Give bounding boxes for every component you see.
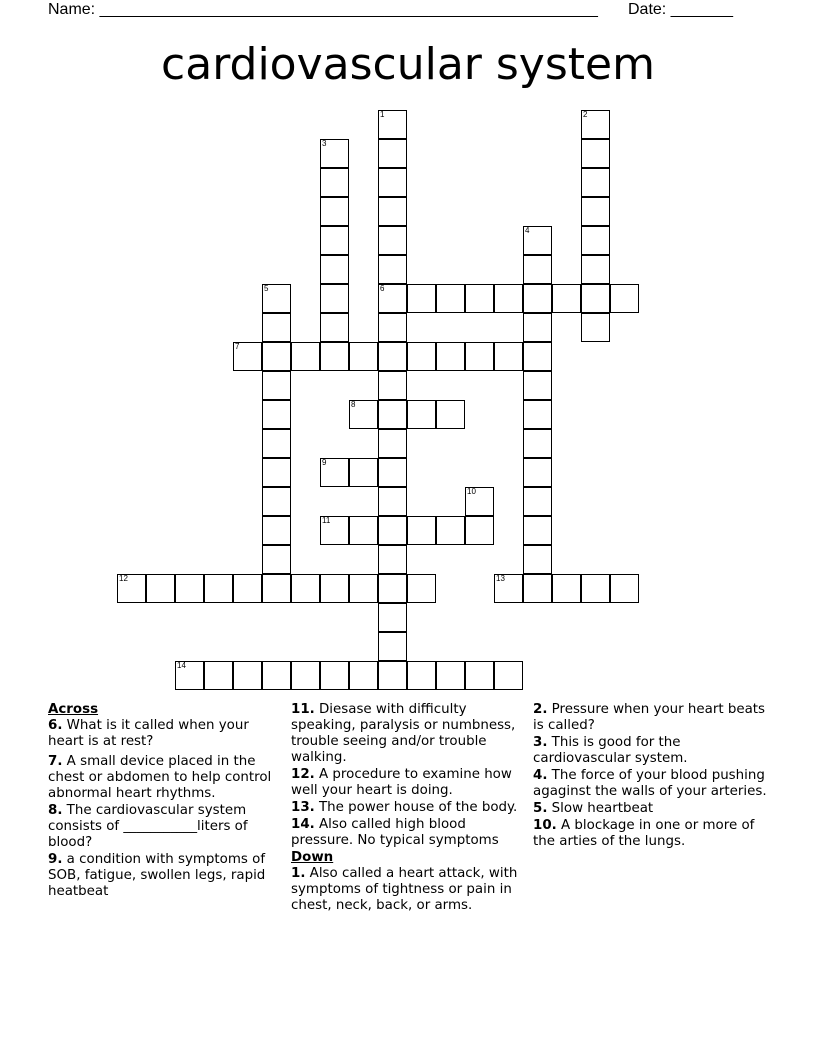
clue-number: 5.	[533, 801, 548, 816]
grid-cell[interactable]	[552, 574, 581, 603]
grid-cell[interactable]	[349, 516, 378, 545]
clue-across-13	[291, 800, 519, 816]
grid-cell[interactable]	[465, 516, 494, 545]
clue-number: 7.	[48, 754, 63, 769]
across-heading: Across	[48, 702, 99, 717]
grid-cell[interactable]	[494, 661, 523, 690]
cell-number: 4	[525, 226, 530, 235]
clue-number: 13.	[291, 800, 315, 815]
grid-cell[interactable]	[378, 371, 407, 400]
grid-cell[interactable]	[436, 284, 465, 313]
clue-text: The power house of the body.	[319, 800, 518, 815]
grid-cell[interactable]	[175, 574, 204, 603]
clue-across-11	[291, 702, 519, 766]
grid-cell[interactable]	[378, 458, 407, 487]
grid-cell[interactable]	[581, 255, 610, 284]
grid-cell[interactable]	[523, 226, 552, 255]
grid-cell[interactable]	[262, 284, 291, 313]
clue-across-12	[291, 767, 519, 799]
grid-cell[interactable]	[523, 313, 552, 342]
clue-text: A blockage in one or more of the arties of the lungs.	[533, 818, 755, 849]
down-heading: Down	[291, 850, 334, 865]
grid-cell[interactable]	[523, 487, 552, 516]
grid-cell[interactable]	[349, 458, 378, 487]
clue-text: Pressure when your heart beats is called?	[533, 702, 766, 733]
grid-cell[interactable]	[523, 284, 552, 313]
clue-number: 14.	[291, 817, 315, 832]
clue-across-6	[48, 718, 276, 750]
clue-down-1	[291, 866, 519, 914]
grid-cell[interactable]	[581, 284, 610, 313]
clue-text: Diesase with difficulty speaking, paralysis or numbness, trouble seeing and/or trouble walking.	[291, 702, 516, 765]
grid-cell[interactable]	[523, 371, 552, 400]
clue-text: What is it called when your heart is at rest?	[48, 718, 249, 749]
grid-cell[interactable]	[378, 661, 407, 690]
grid-cell[interactable]	[581, 574, 610, 603]
grid-cell[interactable]	[320, 168, 349, 197]
clue-text: The force of your blood pushing agaginst the walls of your arteries.	[533, 768, 767, 799]
grid-cell[interactable]	[320, 197, 349, 226]
cell-number: 9	[322, 458, 327, 467]
grid-cell[interactable]	[465, 342, 494, 371]
grid-cell[interactable]	[320, 574, 349, 603]
grid-cell[interactable]	[291, 661, 320, 690]
grid-cell[interactable]	[291, 574, 320, 603]
grid-cell[interactable]	[581, 226, 610, 255]
grid-cell[interactable]	[407, 574, 436, 603]
grid-cell[interactable]	[320, 661, 349, 690]
grid-cell[interactable]	[262, 516, 291, 545]
grid-cell[interactable]	[146, 574, 175, 603]
grid-cell[interactable]	[378, 545, 407, 574]
grid-cell[interactable]	[610, 284, 639, 313]
clues-column-3	[533, 702, 768, 851]
clue-down-10	[533, 818, 768, 850]
grid-cell[interactable]	[523, 545, 552, 574]
clue-number: 6.	[48, 718, 63, 733]
grid-cell[interactable]	[407, 400, 436, 429]
grid-cell[interactable]	[378, 139, 407, 168]
clue-down-3	[533, 735, 768, 767]
clue-across-7	[48, 754, 276, 802]
grid-cell[interactable]	[262, 574, 291, 603]
grid-cell[interactable]	[378, 487, 407, 516]
grid-cell[interactable]	[378, 342, 407, 371]
cell-number: 13	[496, 574, 505, 583]
cell-number: 3	[322, 139, 327, 148]
cell-number: 8	[351, 400, 356, 409]
grid-cell[interactable]	[581, 139, 610, 168]
grid-cell[interactable]	[465, 284, 494, 313]
grid-cell[interactable]	[378, 255, 407, 284]
cell-number: 10	[467, 487, 476, 496]
grid-cell[interactable]	[262, 661, 291, 690]
grid-cell[interactable]	[436, 516, 465, 545]
grid-cell[interactable]	[320, 255, 349, 284]
clue-number: 2.	[533, 702, 548, 717]
grid-cell[interactable]	[523, 255, 552, 284]
grid-cell[interactable]	[610, 574, 639, 603]
cell-number: 5	[264, 284, 269, 293]
clue-down-4	[533, 768, 768, 800]
grid-cell[interactable]	[262, 313, 291, 342]
grid-cell[interactable]	[581, 168, 610, 197]
grid-cell[interactable]	[465, 487, 494, 516]
grid-cell[interactable]	[320, 313, 349, 342]
name-field-label[interactable]: Name: ________________________________________________________	[48, 1, 598, 18]
cell-number: 7	[235, 342, 240, 351]
clue-text: a condition with symptoms of SOB, fatigue, swollen legs, rapid heatbeat	[48, 852, 266, 899]
grid-cell[interactable]	[291, 342, 320, 371]
grid-cell[interactable]	[233, 661, 262, 690]
grid-cell[interactable]	[175, 661, 204, 690]
grid-cell[interactable]	[494, 284, 523, 313]
grid-cell[interactable]	[262, 487, 291, 516]
grid-cell[interactable]	[523, 574, 552, 603]
clue-number: 4.	[533, 768, 548, 783]
cell-number: 6	[380, 284, 385, 293]
grid-cell[interactable]	[262, 545, 291, 574]
grid-cell[interactable]	[581, 110, 610, 139]
cell-number: 11	[322, 516, 331, 525]
grid-cell[interactable]	[523, 342, 552, 371]
clue-number: 9.	[48, 852, 63, 867]
clue-number: 11.	[291, 702, 315, 717]
grid-cell[interactable]	[581, 313, 610, 342]
grid-cell[interactable]	[407, 284, 436, 313]
grid-cell[interactable]	[320, 284, 349, 313]
grid-cell[interactable]	[523, 458, 552, 487]
grid-cell[interactable]	[552, 284, 581, 313]
grid-cell[interactable]	[407, 661, 436, 690]
grid-cell[interactable]	[378, 197, 407, 226]
grid-cell[interactable]	[320, 516, 349, 545]
grid-cell[interactable]	[494, 342, 523, 371]
grid-cell[interactable]	[378, 168, 407, 197]
clue-text: Also called a heart attack, with symptoms of tightness or pain in chest, neck, back, or arms.	[291, 866, 518, 913]
grid-cell[interactable]	[407, 516, 436, 545]
grid-cell[interactable]	[349, 661, 378, 690]
grid-cell[interactable]	[262, 458, 291, 487]
grid-cell[interactable]	[494, 574, 523, 603]
cell-number: 2	[583, 110, 588, 119]
clue-text: Also called high blood pressure. No typical symptoms	[291, 817, 499, 848]
grid-cell[interactable]	[320, 458, 349, 487]
grid-cell[interactable]	[320, 139, 349, 168]
clue-number: 10.	[533, 818, 557, 833]
grid-cell[interactable]	[320, 342, 349, 371]
grid-cell[interactable]	[262, 429, 291, 458]
clue-across-8	[48, 803, 276, 851]
grid-cell[interactable]	[320, 226, 349, 255]
clue-text: A procedure to examine how well your heart is doing.	[291, 767, 512, 798]
grid-cell[interactable]	[378, 284, 407, 313]
grid-cell[interactable]	[262, 400, 291, 429]
cell-number: 12	[119, 574, 128, 583]
clue-number: 12.	[291, 767, 315, 782]
grid-cell[interactable]	[349, 400, 378, 429]
grid-cell[interactable]	[436, 661, 465, 690]
grid-cell[interactable]	[378, 110, 407, 139]
clue-number: 8.	[48, 803, 63, 818]
grid-cell[interactable]	[465, 661, 494, 690]
grid-cell[interactable]	[436, 400, 465, 429]
grid-cell[interactable]	[349, 342, 378, 371]
grid-cell[interactable]	[378, 516, 407, 545]
grid-cell[interactable]	[407, 342, 436, 371]
grid-cell[interactable]	[436, 342, 465, 371]
grid-cell[interactable]	[117, 574, 146, 603]
clue-across-14	[291, 817, 519, 849]
grid-cell[interactable]	[378, 632, 407, 661]
clue-text: The cardiovascular system consists of ___________liters of blood?	[48, 803, 248, 850]
page-title: cardiovascular system	[161, 39, 655, 90]
grid-cell[interactable]	[204, 661, 233, 690]
grid-cell[interactable]	[378, 603, 407, 632]
clues-column-1	[48, 702, 276, 901]
clue-text: This is good for the cardiovascular system.	[533, 735, 688, 766]
grid-cell[interactable]	[523, 400, 552, 429]
clue-across-9	[48, 852, 276, 900]
grid-cell[interactable]	[378, 574, 407, 603]
clues-column-2	[291, 702, 519, 915]
grid-cell[interactable]	[581, 197, 610, 226]
clue-down-2	[533, 702, 768, 734]
grid-cell[interactable]	[349, 574, 378, 603]
grid-cell[interactable]	[378, 400, 407, 429]
grid-cell[interactable]	[204, 574, 233, 603]
grid-cell[interactable]	[523, 516, 552, 545]
cell-number: 1	[380, 110, 385, 119]
grid-cell[interactable]	[262, 371, 291, 400]
clue-text: Slow heartbeat	[551, 801, 654, 816]
grid-cell[interactable]	[233, 342, 262, 371]
cell-number: 14	[177, 661, 186, 670]
grid-cell[interactable]	[262, 342, 291, 371]
date-field-label[interactable]: Date: _______	[628, 1, 733, 18]
grid-cell[interactable]	[378, 226, 407, 255]
grid-cell[interactable]	[378, 429, 407, 458]
grid-cell[interactable]	[378, 313, 407, 342]
clue-number: 1.	[291, 866, 306, 881]
grid-cell[interactable]	[523, 429, 552, 458]
clue-down-5	[533, 801, 768, 817]
clue-text: A small device placed in the chest or abdomen to help control abnormal heart rhythms.	[48, 754, 272, 801]
clue-number: 3.	[533, 735, 548, 750]
grid-cell[interactable]	[233, 574, 262, 603]
